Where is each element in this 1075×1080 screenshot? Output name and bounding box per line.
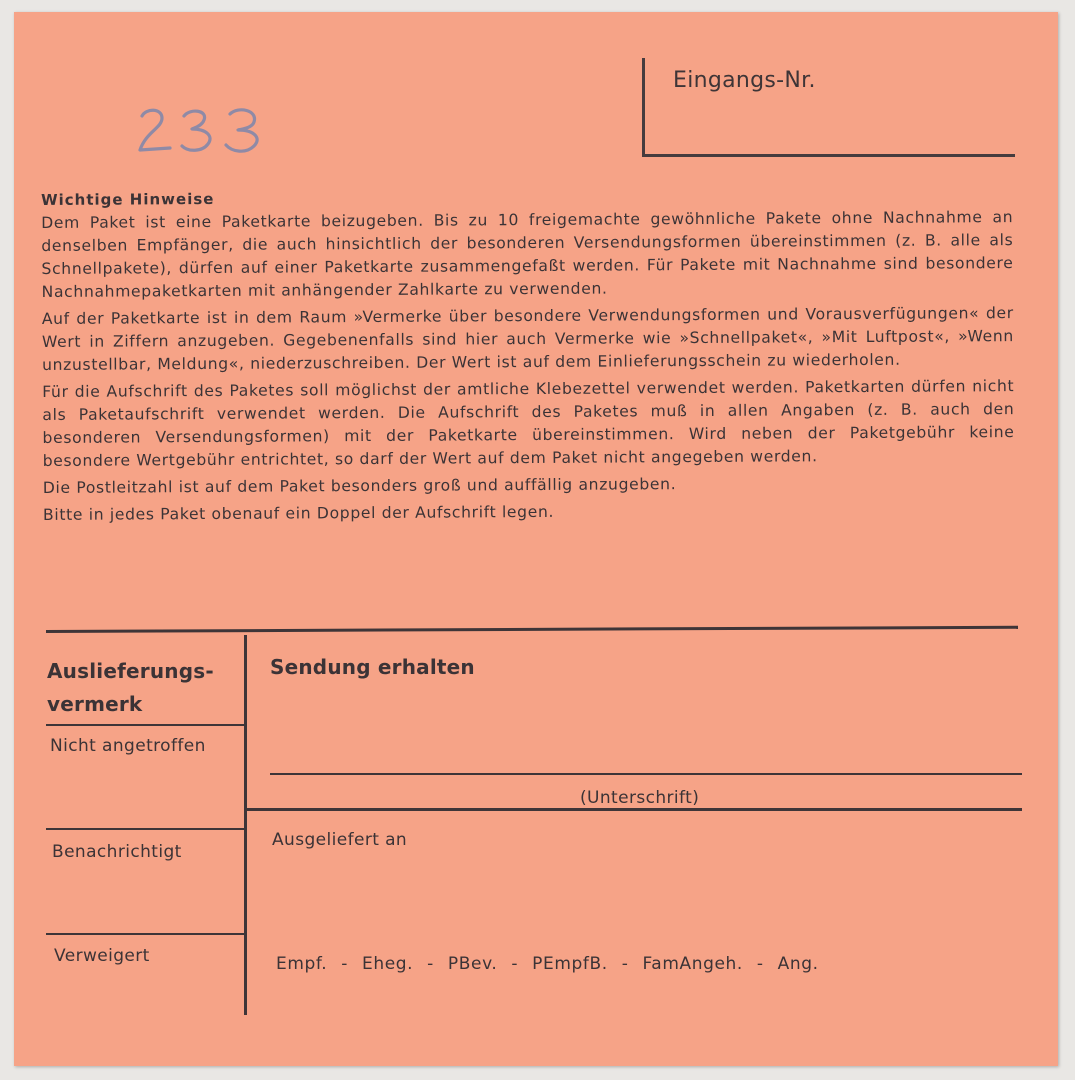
section-divider-top <box>46 626 1018 633</box>
unterschrift-label: (Unterschrift) <box>580 788 700 808</box>
important-notes <box>41 182 1015 531</box>
eingangs-nr-box <box>642 58 1015 157</box>
notes-title: Wichtige Hinweise <box>41 189 215 209</box>
notes-paragraph: Für die Aufschrift des Paketes soll möglichst der amtliche Klebezettel verwendet werden. Paketkarten dürfen nicht als Paketaufschrift verwendet werden. Die Aufschrift des Paketes muß in allen Angaben (z. B. auch den besonderen Versendungsformen) mit der Paketkarte übereinstimmen. Wird neben der Paketgebühr keine besondere Wertgebühr entrichtet, so darf der Wert auf dem Paket nicht angegeben werden. <box>42 377 1015 470</box>
notes-paragraph: Dem Paket ist eine Paketkarte beizugeben. Bis zu 10 freigemachte gewöhnliche Pakete ohne Nachnahme an denselben Empfänger, die auch hinsichtlich der besonderen Versendungsformen übereinstimmen (z. B. alle als Schnellpakete), dürfen auf einer Paketkarte zusammengefaßt werden. Für Pakete mit Nachnahme sind besondere Nachnahmepaketkarten mit anhängender Zahlkarte zu verwenden. <box>41 208 1014 301</box>
eingangs-nr-label: Eingangs-Nr. <box>673 68 816 93</box>
left-divider-1 <box>46 724 244 726</box>
notes-paragraph: Bitte in jedes Paket obenauf ein Doppel der Aufschrift legen. <box>42 502 555 524</box>
nicht-angetroffen-label: Nicht angetroffen <box>50 736 206 756</box>
notes-paragraph: Die Postleitzahl ist auf dem Paket besonders groß und auffällig anzugeben. <box>42 475 677 497</box>
recipients-options: Empf. - Eheg. - PBev. - PEmpfB. - FamAngeh. - Ang. <box>276 954 819 974</box>
parcel-card <box>14 12 1058 1066</box>
left-divider-3 <box>46 933 244 935</box>
right-divider <box>246 808 1022 811</box>
handwritten-number <box>132 98 282 158</box>
left-divider-2 <box>46 828 244 830</box>
signature-line <box>270 773 1022 775</box>
notes-paragraph: Auf der Paketkarte ist in dem Raum »Vermerke über besondere Verwendungsformen und Vorausverfügungen« der Wert in Ziffern anzugeben. Gegebenenfalls sind hier auch Vermerke wie »Schnellpaket«, »Mit Luftpost«, »Wenn unzustellbar, Meldung«, niederzuschreiben. Der Wert ist auf dem Einlieferungsschein zu wiederholen. <box>41 304 1014 374</box>
verweigert-label: Verweigert <box>54 946 150 966</box>
sendung-erhalten-label: Sendung erhalten <box>270 655 475 679</box>
ausgeliefert-an-label: Ausgeliefert an <box>272 830 408 850</box>
column-divider <box>244 635 247 1015</box>
delivery-title-line1: Auslieferungs- <box>47 659 214 683</box>
delivery-title-line2: vermerk <box>47 692 143 716</box>
benachrichtigt-label: Benachrichtigt <box>52 842 182 862</box>
